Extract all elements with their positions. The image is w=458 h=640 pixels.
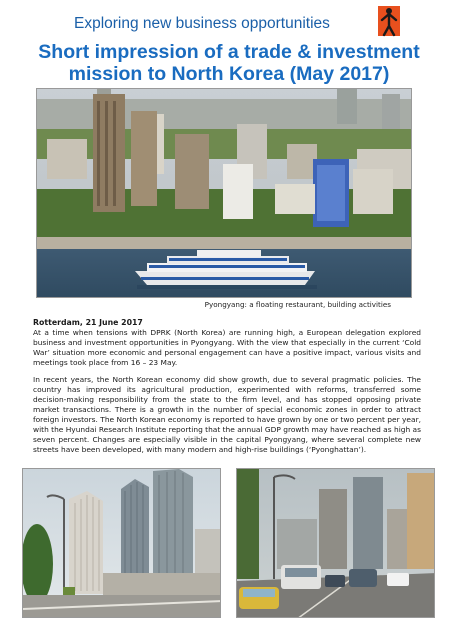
article-body: [33, 318, 421, 462]
street-traffic-photo: [236, 468, 435, 618]
highrise-towers-photo: [22, 468, 221, 618]
page-title: [20, 41, 438, 85]
header-kicker: Exploring new business opportunities: [74, 15, 330, 32]
article-dateline: Rotterdam, 21 June 2017: [33, 318, 143, 327]
main-photo-caption: Pyongyang: a floating restaurant, building activities: [204, 300, 391, 309]
title-line-1: Short impression of a trade & investment: [38, 41, 420, 63]
article-paragraph-2: In recent years, the North Korean economy did show growth, due to several pragmatic policies. The country has improved its agricultural production, experimented with reforms, transferred some decision-making responsibility from the state to the firm level, and has stopped opposing private market transactions. There is a growth in the number of special economic zones in order to attract foreign investors. The North Korean economy is reported to have grown by one or two percent per year, with the Hyundai Research Institute reporting that the annual GDP growth may have reached as high as seven percent. Changes are especially visible in the capital Pyongyang, where several complete new streets have been developed, with many modern and high-rise buildings (‘Pyonghattan’).: [33, 375, 421, 454]
article-paragraph-1: At a time when tensions with DPRK (North Korea) are running high, a European delegation explored business and investment opportunities in Pyongyang. With the view that especially in the current ‘Cold War’ situation more economic and personal engagement can have a positive impact, various visits and meetings took place from 16 – 23 May.: [33, 328, 421, 367]
pyongyang-river-photo: [36, 88, 412, 298]
organization-logo: [376, 4, 402, 38]
title-line-2: mission to North Korea (May 2017): [68, 63, 390, 85]
